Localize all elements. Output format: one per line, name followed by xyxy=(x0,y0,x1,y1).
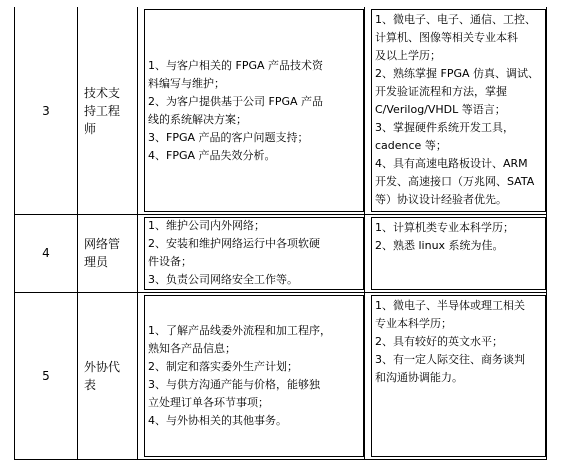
duty-line: 件设备； xyxy=(148,255,192,269)
duty-line: 2、制定和落实委外生产计划； xyxy=(148,359,298,373)
requirement-line: 4、具有高速电路板设计、ARM xyxy=(375,157,528,170)
duty-line: 线的系统解决方案； xyxy=(148,112,247,126)
duty-line: 4、与外协相关的其他事务。 xyxy=(148,413,287,427)
duty-line: 立处理订单各环节事项； xyxy=(148,395,269,409)
requirement-line: cadence 等； xyxy=(375,139,447,152)
duty-line: 3、负责公司网络安全工作等。 xyxy=(148,273,298,287)
duty-line: 料编写与维护； xyxy=(148,76,225,90)
job-title xyxy=(78,7,138,215)
duty-line: 1、了解产品线委外流程和加工程序， xyxy=(148,323,331,337)
job-title-line: 持工程 xyxy=(84,103,121,118)
requirement-line: 等）协议设计经验者优先。 xyxy=(375,193,507,206)
job-title-line: 网络管 xyxy=(84,237,121,252)
job-title-line: 表 xyxy=(84,377,97,392)
job-table xyxy=(14,7,547,460)
duty-line: 1、与客户相关的 FPGA 产品技术资 xyxy=(148,58,324,72)
table-row xyxy=(15,215,547,293)
requirement-line: 开发验证流程和方法，掌握 xyxy=(375,85,507,98)
duty-line: 熟知各产品信息； xyxy=(148,341,236,355)
duty-line: 4、FPGA 产品失效分析。 xyxy=(148,148,276,162)
requirement-line: 专业本科学历； xyxy=(375,316,452,330)
duty-line: 1、维护公司内外网络； xyxy=(148,219,265,233)
requirement-line: 1、计算机类专业本科学历； xyxy=(375,221,514,235)
job-title-line: 师 xyxy=(84,121,97,136)
requirement-line: 2、熟悉 linux 系统为佳。 xyxy=(375,239,504,253)
requirement-line: 2、熟练掌握 FPGA 仿真、调试、 xyxy=(375,67,540,80)
requirement-line: 1、微电子、半导体或理工相关 xyxy=(375,298,525,312)
job-requirements xyxy=(365,292,547,459)
requirement-line: 及以上学历； xyxy=(375,49,441,62)
requirement-line: 3、有一定人际交往、商务谈判 xyxy=(375,352,525,366)
requirement-line: 开发、高速接口（万兆网、SATA xyxy=(375,175,535,188)
row-number: 5 xyxy=(15,292,78,459)
table-row xyxy=(15,7,547,215)
job-title-line: 技术支 xyxy=(84,85,121,100)
duty-line: 3、FPGA 产品的客户问题支持； xyxy=(148,130,309,144)
requirement-line: 2、具有较好的英文水平； xyxy=(375,334,503,348)
requirement-line: C/Verilog/VHDL 等语言； xyxy=(375,103,506,116)
job-duties xyxy=(138,7,365,215)
job-duties xyxy=(138,215,365,293)
job-duties xyxy=(138,292,365,459)
table-row xyxy=(15,292,547,459)
requirement-line: 3、掌握硬件系统开发工具， xyxy=(375,121,514,134)
job-title-line: 理员 xyxy=(84,255,109,270)
job-title-line: 外协代 xyxy=(84,359,121,374)
duty-line: 2、安装和维护网络运行中各项软硬 xyxy=(148,237,320,251)
requirement-line: 和沟通协调能力。 xyxy=(375,370,463,384)
duty-line: 2、为客户提供基于公司 FPGA 产品 xyxy=(148,94,324,108)
job-title xyxy=(78,215,138,293)
row-number: 4 xyxy=(15,215,78,293)
job-requirements xyxy=(365,7,547,215)
duty-line: 3、与供方沟通产能与价格，能够独 xyxy=(148,377,320,391)
job-requirements xyxy=(365,215,547,293)
job-title xyxy=(78,292,138,459)
requirement-line: 1、微电子、电子、通信、工控、 xyxy=(375,13,536,26)
row-number: 3 xyxy=(15,7,78,215)
requirement-line: 计算机、图像等相关专业本科 xyxy=(375,31,518,44)
